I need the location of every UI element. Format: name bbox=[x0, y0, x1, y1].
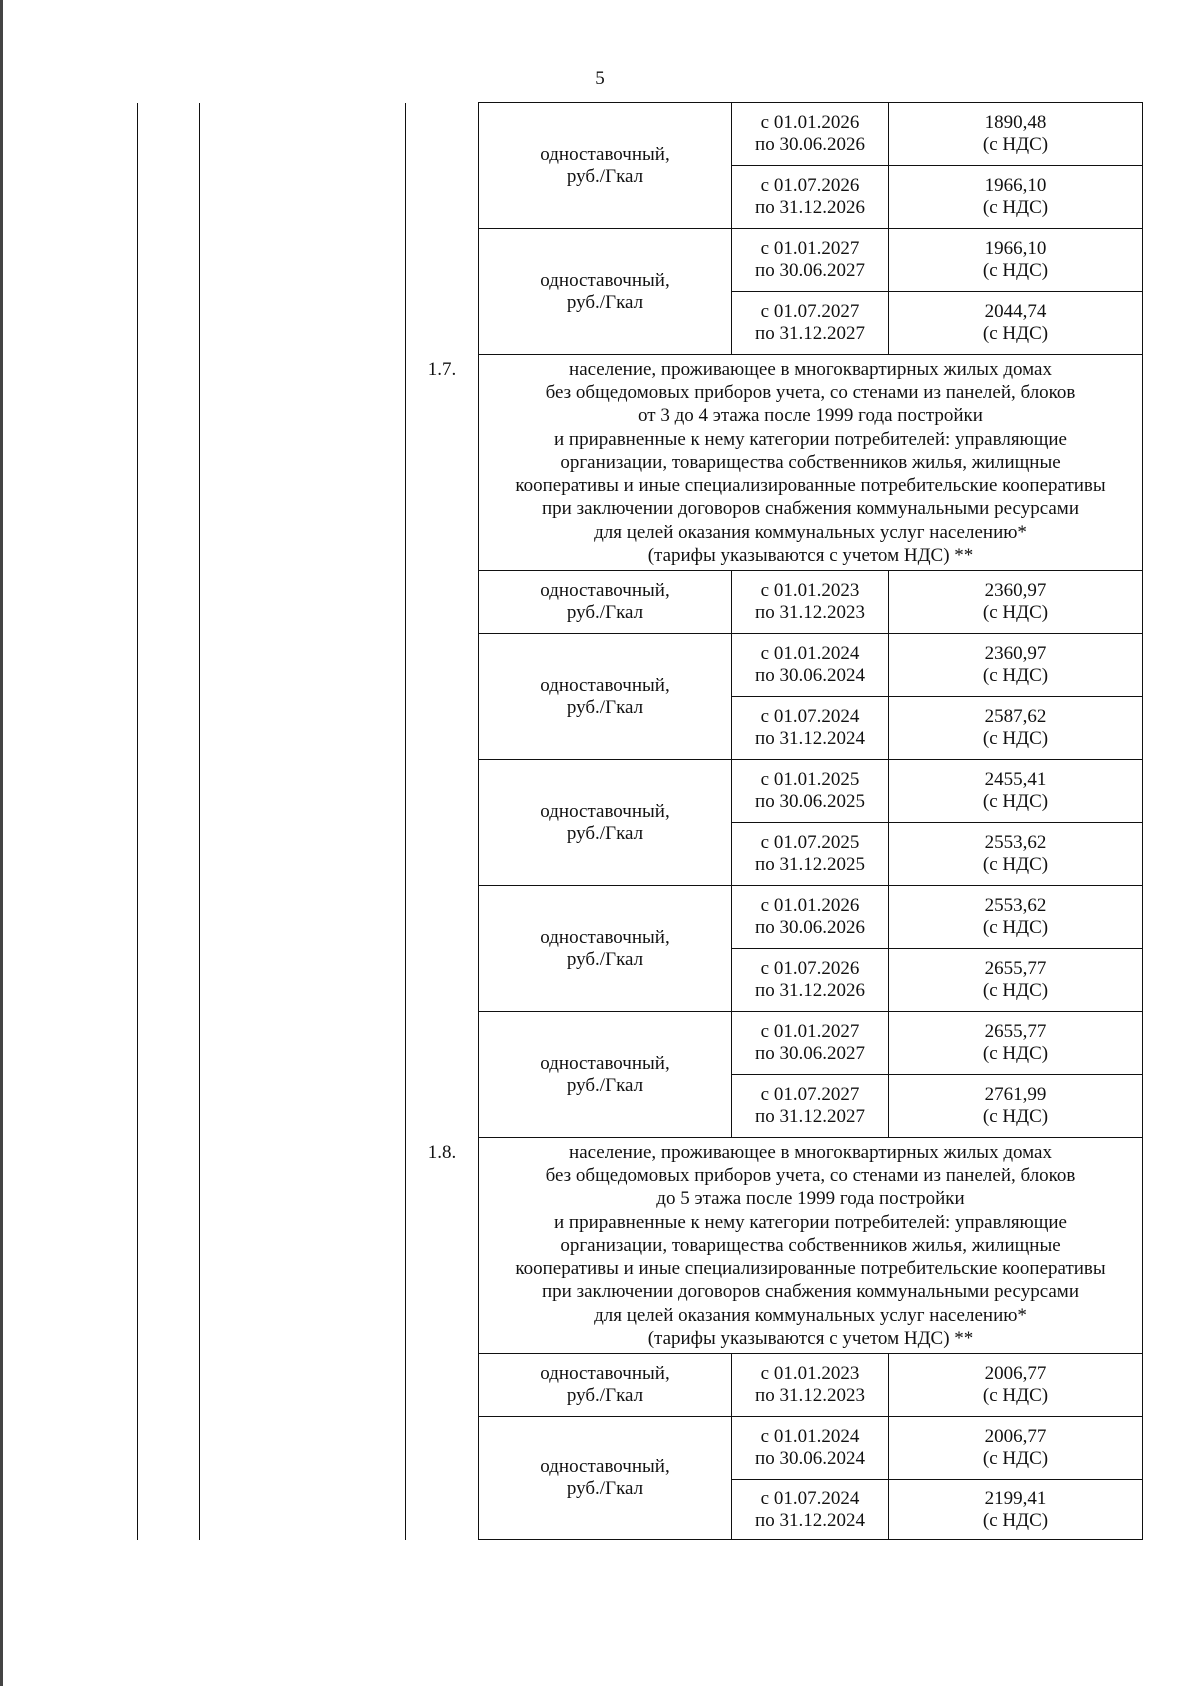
period-from: с 01.01.2024 bbox=[760, 1426, 860, 1447]
period-from: с 01.01.2026 bbox=[760, 112, 860, 133]
tariff-value: 1966,10 bbox=[984, 175, 1047, 196]
tariff-value-cell bbox=[889, 886, 1143, 949]
rate-type-label: руб./Гкал bbox=[566, 948, 644, 970]
section-description-line: кооперативы и иные специализированные потребительские кооперативы bbox=[515, 475, 1106, 497]
period-from: с 01.01.2027 bbox=[760, 1021, 860, 1042]
period-to: по 30.06.2027 bbox=[755, 1043, 865, 1064]
tariff-value: 2655,77 bbox=[984, 958, 1047, 979]
vat-note: (с НДС) bbox=[982, 1509, 1049, 1531]
period-cell bbox=[732, 103, 889, 166]
section-description-line: (тарифы указываются с учетом НДС) ** bbox=[647, 545, 974, 567]
period-to: по 31.12.2024 bbox=[755, 1509, 865, 1531]
tariff-value: 2360,97 bbox=[984, 580, 1047, 601]
page-number: 5 bbox=[595, 68, 605, 89]
vat-note: (с НДС) bbox=[982, 791, 1049, 812]
table-row bbox=[138, 103, 1143, 166]
tariff-value: 2553,62 bbox=[984, 832, 1047, 853]
period-from: с 01.07.2026 bbox=[760, 958, 860, 979]
period-to: по 30.06.2026 bbox=[755, 134, 865, 155]
section-description-line: при заключении договоров снабжения коммунальными ресурсами bbox=[542, 1281, 1079, 1303]
tariff-value-cell bbox=[889, 229, 1143, 292]
rate-type-label: одноставочный, bbox=[540, 1363, 670, 1384]
tariff-value: 2360,97 bbox=[984, 643, 1047, 664]
section-description-line: организации, товарищества собственников жилья, жилищные bbox=[560, 1234, 1061, 1256]
tariff-value-cell bbox=[889, 823, 1143, 886]
rate-type-cell bbox=[479, 229, 732, 355]
period-cell bbox=[732, 571, 889, 634]
tariff-value: 1890,48 bbox=[984, 112, 1047, 133]
section-description-line: без общедомовых приборов учета, со стенами из панелей, блоков bbox=[545, 1164, 1076, 1186]
period-to: по 31.12.2025 bbox=[755, 854, 865, 875]
section-description-line: от 3 до 4 этажа после 1999 года постройки bbox=[638, 405, 983, 427]
section-number: 1.8. bbox=[427, 1141, 457, 1163]
rate-type-label: руб./Гкал bbox=[566, 602, 644, 623]
section-description-line: население, проживающее в многоквартирных жилых домах bbox=[569, 1141, 1052, 1163]
blank-column-cell bbox=[138, 103, 200, 1540]
blank-column-cell bbox=[200, 103, 406, 1540]
period-to: по 31.12.2024 bbox=[755, 728, 865, 749]
rate-type-label: одноставочный, bbox=[540, 580, 670, 601]
rate-type-label: руб./Гкал bbox=[566, 1385, 644, 1406]
period-cell bbox=[732, 229, 889, 292]
rate-type-label: руб./Гкал bbox=[566, 696, 644, 718]
period-from: с 01.01.2023 bbox=[760, 1363, 860, 1384]
period-cell bbox=[732, 1354, 889, 1417]
period-cell bbox=[732, 949, 889, 1012]
period-to: по 30.06.2024 bbox=[755, 665, 865, 686]
rate-type-label: руб./Гкал bbox=[566, 291, 644, 313]
tariff-value: 2655,77 bbox=[984, 1021, 1047, 1042]
rate-type-cell bbox=[479, 1012, 732, 1138]
tariff-value-cell bbox=[889, 697, 1143, 760]
section-description-cell bbox=[479, 1138, 1143, 1354]
section-description-line: население, проживающее в многоквартирных жилых домах bbox=[569, 358, 1052, 380]
period-from: с 01.07.2024 bbox=[760, 706, 860, 727]
vat-note: (с НДС) bbox=[982, 197, 1049, 218]
period-from: с 01.01.2025 bbox=[760, 769, 860, 790]
section-description-line: без общедомовых приборов учета, со стенами из панелей, блоков bbox=[545, 381, 1076, 403]
rate-type-label: одноставочный, bbox=[540, 926, 670, 948]
section-description-line: организации, товарищества собственников жилья, жилищные bbox=[560, 451, 1061, 473]
period-cell bbox=[732, 1012, 889, 1075]
section-number-cell bbox=[406, 355, 479, 1138]
vat-note: (с НДС) bbox=[982, 134, 1049, 155]
rate-type-label: одноставочный, bbox=[540, 800, 670, 822]
rate-type-cell bbox=[479, 886, 732, 1012]
period-to: по 31.12.2023 bbox=[755, 602, 865, 623]
period-cell bbox=[732, 886, 889, 949]
period-to: по 31.12.2027 bbox=[755, 1106, 865, 1127]
tariff-value-cell bbox=[889, 1480, 1143, 1540]
period-to: по 30.06.2025 bbox=[755, 791, 865, 812]
vat-note: (с НДС) bbox=[982, 665, 1049, 686]
section-description-line: (тарифы указываются с учетом НДС) ** bbox=[647, 1328, 974, 1350]
section-description-line: при заключении договоров снабжения коммунальными ресурсами bbox=[542, 498, 1079, 520]
section-description-line: для целей оказания коммунальных услуг населению* bbox=[594, 1304, 1027, 1326]
vat-note: (с НДС) bbox=[982, 1043, 1049, 1064]
section-description-line: и приравненные к нему категории потребителей: управляющие bbox=[554, 1211, 1067, 1233]
period-cell bbox=[732, 166, 889, 229]
period-from: с 01.01.2023 bbox=[760, 580, 860, 601]
period-cell bbox=[732, 634, 889, 697]
tariff-value-cell bbox=[889, 760, 1143, 823]
vat-note: (с НДС) bbox=[982, 1106, 1049, 1127]
vat-note: (с НДС) bbox=[982, 602, 1049, 623]
period-cell bbox=[732, 1417, 889, 1480]
rate-type-cell bbox=[479, 634, 732, 760]
vat-note: (с НДС) bbox=[982, 854, 1049, 875]
tariff-value: 2006,77 bbox=[984, 1426, 1047, 1447]
period-cell bbox=[732, 292, 889, 355]
vat-note: (с НДС) bbox=[982, 323, 1049, 344]
period-to: по 30.06.2027 bbox=[755, 260, 865, 281]
rate-type-label: одноставочный, bbox=[540, 143, 670, 165]
tariff-value-cell bbox=[889, 1354, 1143, 1417]
section-description-cell bbox=[479, 355, 1143, 571]
rate-type-cell bbox=[479, 1417, 732, 1540]
period-from: с 01.07.2024 bbox=[760, 1487, 860, 1509]
tariff-value: 2044,74 bbox=[984, 301, 1047, 322]
vat-note: (с НДС) bbox=[982, 728, 1049, 749]
tariff-value: 2455,41 bbox=[984, 769, 1047, 790]
rate-type-label: одноставочный, bbox=[540, 674, 670, 696]
section-number-cell bbox=[406, 1138, 479, 1540]
rate-type-label: руб./Гкал bbox=[566, 1074, 644, 1096]
tariff-value-cell bbox=[889, 1075, 1143, 1138]
tariff-value: 1966,10 bbox=[984, 238, 1047, 259]
rate-type-cell bbox=[479, 103, 732, 229]
rate-type-cell bbox=[479, 1354, 732, 1417]
rate-type-label: руб./Гкал bbox=[566, 1478, 644, 1499]
vat-note: (с НДС) bbox=[982, 1448, 1049, 1469]
period-from: с 01.07.2027 bbox=[760, 301, 860, 322]
period-cell bbox=[732, 1480, 889, 1540]
tariff-value: 2553,62 bbox=[984, 895, 1047, 916]
tariff-value: 2199,41 bbox=[984, 1487, 1047, 1509]
tariff-value-cell bbox=[889, 1012, 1143, 1075]
period-to: по 31.12.2023 bbox=[755, 1385, 865, 1406]
period-cell bbox=[732, 760, 889, 823]
period-to: по 31.12.2026 bbox=[755, 197, 865, 218]
rate-type-cell bbox=[479, 760, 732, 886]
period-from: с 01.07.2026 bbox=[760, 175, 860, 196]
period-cell bbox=[732, 1075, 889, 1138]
vat-note: (с НДС) bbox=[982, 917, 1049, 938]
period-from: с 01.07.2025 bbox=[760, 832, 860, 853]
vat-note: (с НДС) bbox=[982, 980, 1049, 1001]
tariff-value-cell bbox=[889, 634, 1143, 697]
tariff-value-cell bbox=[889, 1417, 1143, 1480]
vat-note: (с НДС) bbox=[982, 260, 1049, 281]
tariff-value: 2006,77 bbox=[984, 1363, 1047, 1384]
period-to: по 30.06.2026 bbox=[755, 917, 865, 938]
rate-type-label: руб./Гкал bbox=[566, 822, 644, 844]
rate-type-cell bbox=[479, 571, 732, 634]
period-from: с 01.01.2027 bbox=[760, 238, 860, 259]
blank-number-cell bbox=[406, 103, 479, 355]
section-description-line: кооперативы и иные специализированные потребительские кооперативы bbox=[515, 1258, 1106, 1280]
period-cell bbox=[732, 697, 889, 760]
period-from: с 01.07.2027 bbox=[760, 1084, 860, 1105]
rate-type-label: одноставочный, bbox=[540, 1456, 670, 1477]
section-number: 1.7. bbox=[427, 358, 457, 380]
tariff-value-cell bbox=[889, 571, 1143, 634]
rate-type-label: руб./Гкал bbox=[566, 165, 644, 187]
vat-note: (с НДС) bbox=[982, 1385, 1049, 1406]
period-to: по 30.06.2024 bbox=[755, 1448, 865, 1469]
period-to: по 31.12.2027 bbox=[755, 323, 865, 344]
section-description-line: и приравненные к нему категории потребителей: управляющие bbox=[554, 428, 1067, 450]
tariff-table-body bbox=[138, 103, 1143, 1540]
tariff-table bbox=[137, 102, 1143, 1540]
rate-type-label: одноставочный, bbox=[540, 269, 670, 291]
period-to: по 31.12.2026 bbox=[755, 980, 865, 1001]
tariff-value-cell bbox=[889, 292, 1143, 355]
rate-type-label: одноставочный, bbox=[540, 1052, 670, 1074]
tariff-value: 2761,99 bbox=[984, 1084, 1047, 1105]
tariff-value-cell bbox=[889, 103, 1143, 166]
page-scan-edge bbox=[0, 0, 3, 1686]
tariff-value-cell bbox=[889, 949, 1143, 1012]
section-description-line: до 5 этажа после 1999 года постройки bbox=[656, 1188, 965, 1210]
tariff-value: 2587,62 bbox=[984, 706, 1047, 727]
period-from: с 01.01.2026 bbox=[760, 895, 860, 916]
section-description-line: для целей оказания коммунальных услуг населению* bbox=[594, 521, 1027, 543]
period-cell bbox=[732, 823, 889, 886]
tariff-value-cell bbox=[889, 166, 1143, 229]
period-from: с 01.01.2024 bbox=[760, 643, 860, 664]
